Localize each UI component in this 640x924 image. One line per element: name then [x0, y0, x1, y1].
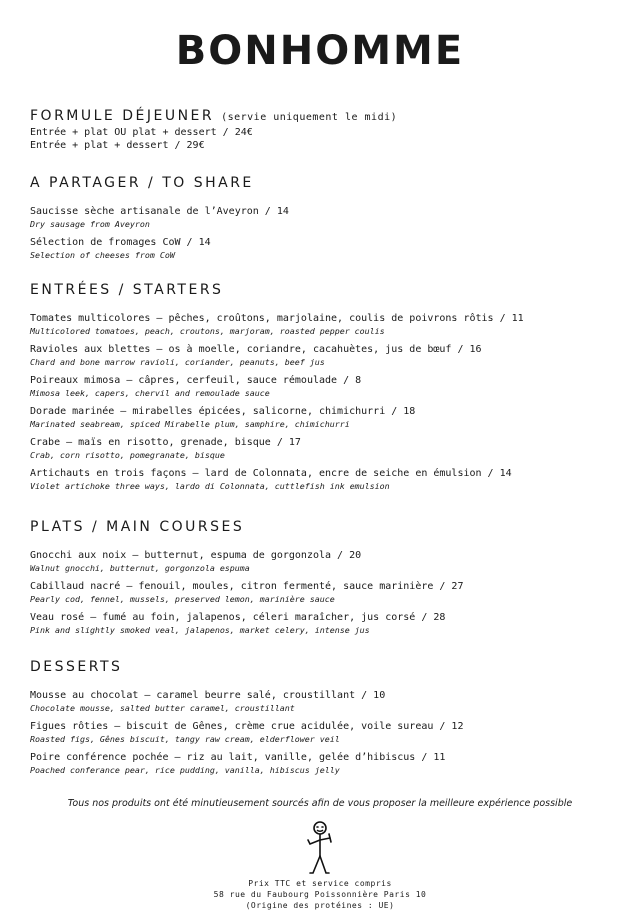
- stick-figure-logo: [300, 820, 340, 876]
- section-heading: [30, 108, 620, 124]
- item-name: Tomates multicolores – pêches, croûtons, marjolaine, coulis de poivrons rôtis / 11: [30, 313, 524, 324]
- item-name: Veau rosé – fumé au foin, jalapenos, céleri maraîcher, jus corsé / 28: [30, 612, 446, 623]
- formule-note: (servie uniquement le midi): [221, 112, 398, 123]
- formule-line: Entrée + plat + dessert / 29€: [30, 140, 205, 151]
- item-name: Dorade marinée – mirabelles épicées, salicorne, chimichurri / 18: [30, 406, 416, 417]
- item-name: Saucisse sèche artisanale de l’Aveyron / 14: [30, 206, 289, 217]
- menu-item: [30, 720, 620, 745]
- address: 58 rue du Faubourg Poissonnière Paris 10: [213, 890, 427, 899]
- price-note: Prix TTC et service compris: [248, 879, 392, 888]
- restaurant-title: BONHOMME: [175, 28, 465, 74]
- protein-origin: (Origine des protéines : UE): [245, 901, 395, 910]
- menu-item: [30, 205, 620, 230]
- item-translation: Mimosa leek, capers, chervil and remoulade sauce: [30, 388, 270, 398]
- item-name: Cabillaud nacré – fenouil, moules, citron fermenté, sauce marinière / 27: [30, 581, 464, 592]
- menu-item: [30, 549, 620, 574]
- item-name: Poire conférence pochée – riz au lait, vanille, gelée d’hibiscus / 11: [30, 752, 446, 763]
- menu-item: [30, 405, 620, 430]
- item-translation: Roasted figs, Gênes biscuit, tangy raw cream, elderflower veil: [30, 734, 340, 744]
- item-translation: Walnut gnocchi, butternut, gorgonzola espuma: [30, 563, 250, 573]
- address-block: [0, 878, 640, 911]
- section-partager: [30, 175, 620, 267]
- item-name: Sélection de fromages CoW / 14: [30, 237, 211, 248]
- item-name: Artichauts en trois façons – lard de Colonnata, encre de seiche en émulsion / 14: [30, 468, 512, 479]
- item-name: Figues rôties – biscuit de Gênes, crème crue acidulée, voile sureau / 12: [30, 721, 464, 732]
- menu-item: [30, 436, 620, 461]
- item-translation: Chard and bone marrow ravioli, coriander, peanuts, beef jus: [30, 357, 325, 367]
- item-translation: Multicolored tomatoes, peach, croutons, marjoram, roasted pepper coulis: [30, 326, 385, 336]
- menu-item: [30, 374, 620, 399]
- item-name: Mousse au chocolat – caramel beurre salé, croustillant / 10: [30, 690, 386, 701]
- plats-heading: PLATS / MAIN COURSES: [30, 519, 245, 535]
- sourcing-note: Tous nos produits ont été minutieusement sourcés afin de vous proposer la meilleure expérience possible: [67, 798, 573, 809]
- item-translation: Crab, corn risotto, pomegranate, bisque: [30, 450, 225, 460]
- item-name: Crabe – maïs en risotto, grenade, bisque / 17: [30, 437, 301, 448]
- menu-item: [30, 467, 620, 492]
- formule-line: Entrée + plat OU plat + dessert / 24€: [30, 127, 253, 138]
- menu-item: [30, 689, 620, 714]
- item-name: Ravioles aux blettes – os à moelle, coriandre, cacahuètes, jus de bœuf / 16: [30, 344, 482, 355]
- item-name: Poireaux mimosa – câpres, cerfeuil, sauce rémoulade / 8: [30, 375, 362, 386]
- desserts-heading: DESSERTS: [30, 659, 123, 675]
- entrees-heading: ENTRÉES / STARTERS: [30, 282, 224, 298]
- menu-item: [30, 580, 620, 605]
- item-translation: Marinated seabream, spiced Mirabelle plum, samphire, chimichurri: [30, 419, 350, 429]
- menu-item: [30, 236, 620, 261]
- section-plats: [30, 519, 620, 642]
- menu-item: [30, 312, 620, 337]
- menu-item: [30, 751, 620, 776]
- item-translation: Pearly cod, fennel, mussels, preserved lemon, marinière sauce: [30, 594, 335, 604]
- menu-item: [30, 611, 620, 636]
- section-formule: [30, 108, 620, 152]
- section-desserts: [30, 659, 620, 782]
- item-translation: Pink and slightly smoked veal, jalapenos, market celery, intense jus: [30, 625, 370, 635]
- item-name: Gnocchi aux noix – butternut, espuma de gorgonzola / 20: [30, 550, 362, 561]
- item-translation: Chocolate mousse, salted butter caramel, croustillant: [30, 703, 295, 713]
- menu-item: [30, 343, 620, 368]
- formule-heading: FORMULE DÉJEUNER: [30, 108, 215, 124]
- section-entrees: [30, 282, 620, 498]
- item-translation: Selection of cheeses from CoW: [30, 250, 175, 260]
- item-translation: Dry sausage from Aveyron: [30, 219, 150, 229]
- item-translation: Poached conferance pear, rice pudding, vanilla, hibiscus jelly: [30, 765, 340, 775]
- partager-heading: A PARTAGER / TO SHARE: [30, 175, 254, 191]
- item-translation: Violet artichoke three ways, lardo di Colonnata, cuttlefish ink emulsion: [30, 481, 390, 491]
